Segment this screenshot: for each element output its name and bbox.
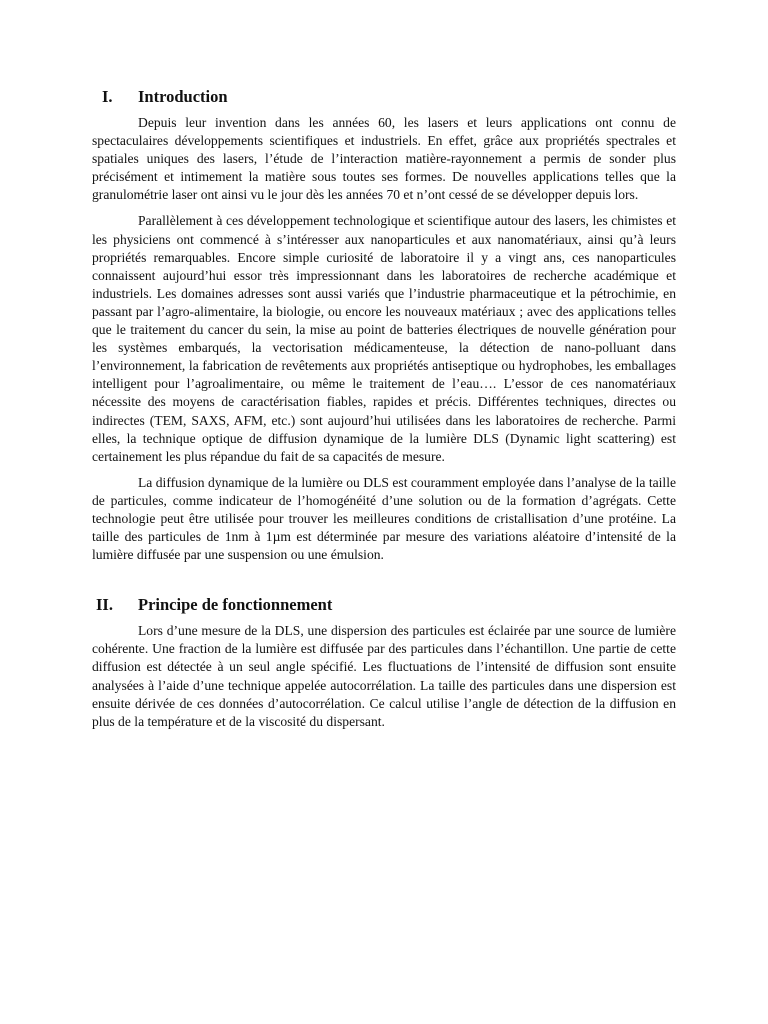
section-heading	[92, 86, 676, 108]
paragraph: Lors d’une mesure de la DLS, une dispersion des particules est éclairée par une source de lumière cohérente. Une fraction de la lumière est diffusée par des particules dans l’échantillon. Une partie de cette diffusion est détectée à un seul angle spécifié. Les fluctuations de l’intensité de diffusion sont ensuite analysées à l’aide d’une technique appelée autocorrélation. La taille des particules dans une dispersion est ensuite dérivée de ces données d’autocorrélation. Ce calcul utilise l’angle de détection de la diffusion en plus de la température et de la viscosité du dispersant.	[92, 623, 676, 729]
section-number: II.	[96, 595, 113, 615]
section-number: I.	[102, 87, 113, 106]
section-introduction	[92, 86, 676, 564]
paragraph: Parallèlement à ces développement technologique et scientifique autour des lasers, les chimistes et les physiciens ont commencé à s’intéresser aux nanoparticules et aux nanomatériaux, ainsi qu’à leurs propriétés remarquables. Encore simple curiosité de laboratoire il y a vingt ans, ces nanoparticules connaissent aujourd’hui essor très impressionnant dans les laboratoires de recherche académique et industriels. Les domaines adresses sont aussi variés que l’industrie pharmaceutique et la pétrochimie, en passant par l’agro-alimentaire, la biologie, ou encore les nouveaux matériaux ; avec des applications telles que le traitement du cancer du sein, la mise au point de batteries électriques de nouvelle génération pour les systèmes embarqués, la vectorisation médicamenteuse, la détection de nano-polluant dans l’environnement, la fabrication de revêtements aux propriétés antiseptique ou hydrophobes, les emballages intelligent pour l’agroalimentaire, ou même le traitement de l’eau…. L’essor de ces nanomatériaux nécessite des moyens de caractérisation fiables, rapides et précis. Différentes techniques, directes ou indirectes (TEM, SAXS, AFM, etc.) sont aujourd’hui utilisées dans les laboratoires de recherche. Parmi elles, la technique optique de diffusion dynamique de la lumière DLS (Dynamic light scattering) est certainement les plus répandue du fait de sa capacités de mesure.	[92, 213, 676, 464]
section-title: Principe de fonctionnement	[138, 595, 333, 615]
paragraph: La diffusion dynamique de la lumière ou DLS est couramment employée dans l’analyse de la taille de particules, comme indicateur de l’homogénéité d’une solution ou de la formation d’agrégats. Cette technologie peut être utilisée pour trouver les meilleures conditions de cristallisation d’une protéine. La taille des particules de 1nm à 1µm est déterminée par mesure des variations aléatoire d’intensité de la lumière diffusée par une suspension ou une émulsion.	[92, 474, 676, 563]
section-principe	[92, 594, 676, 731]
section-heading	[92, 594, 676, 616]
section-title: Introduction	[138, 87, 228, 106]
paragraph: Depuis leur invention dans les années 60, les lasers et leurs applications ont connu de spectaculaires développements scientifiques et industriels. En effet, grâce aux propriétés spectrales et spatiales uniques des lasers, l’étude de l’interaction matière-rayonnement a permis de sonder plus précisément et intimement la matière sous toutes ses formes. De nouvelles applications telles que la granulométrie laser ont ainsi vu le jour dès les années 70 et n’ont cessé de se développer depuis lors.	[92, 115, 676, 203]
document-page	[92, 86, 676, 739]
